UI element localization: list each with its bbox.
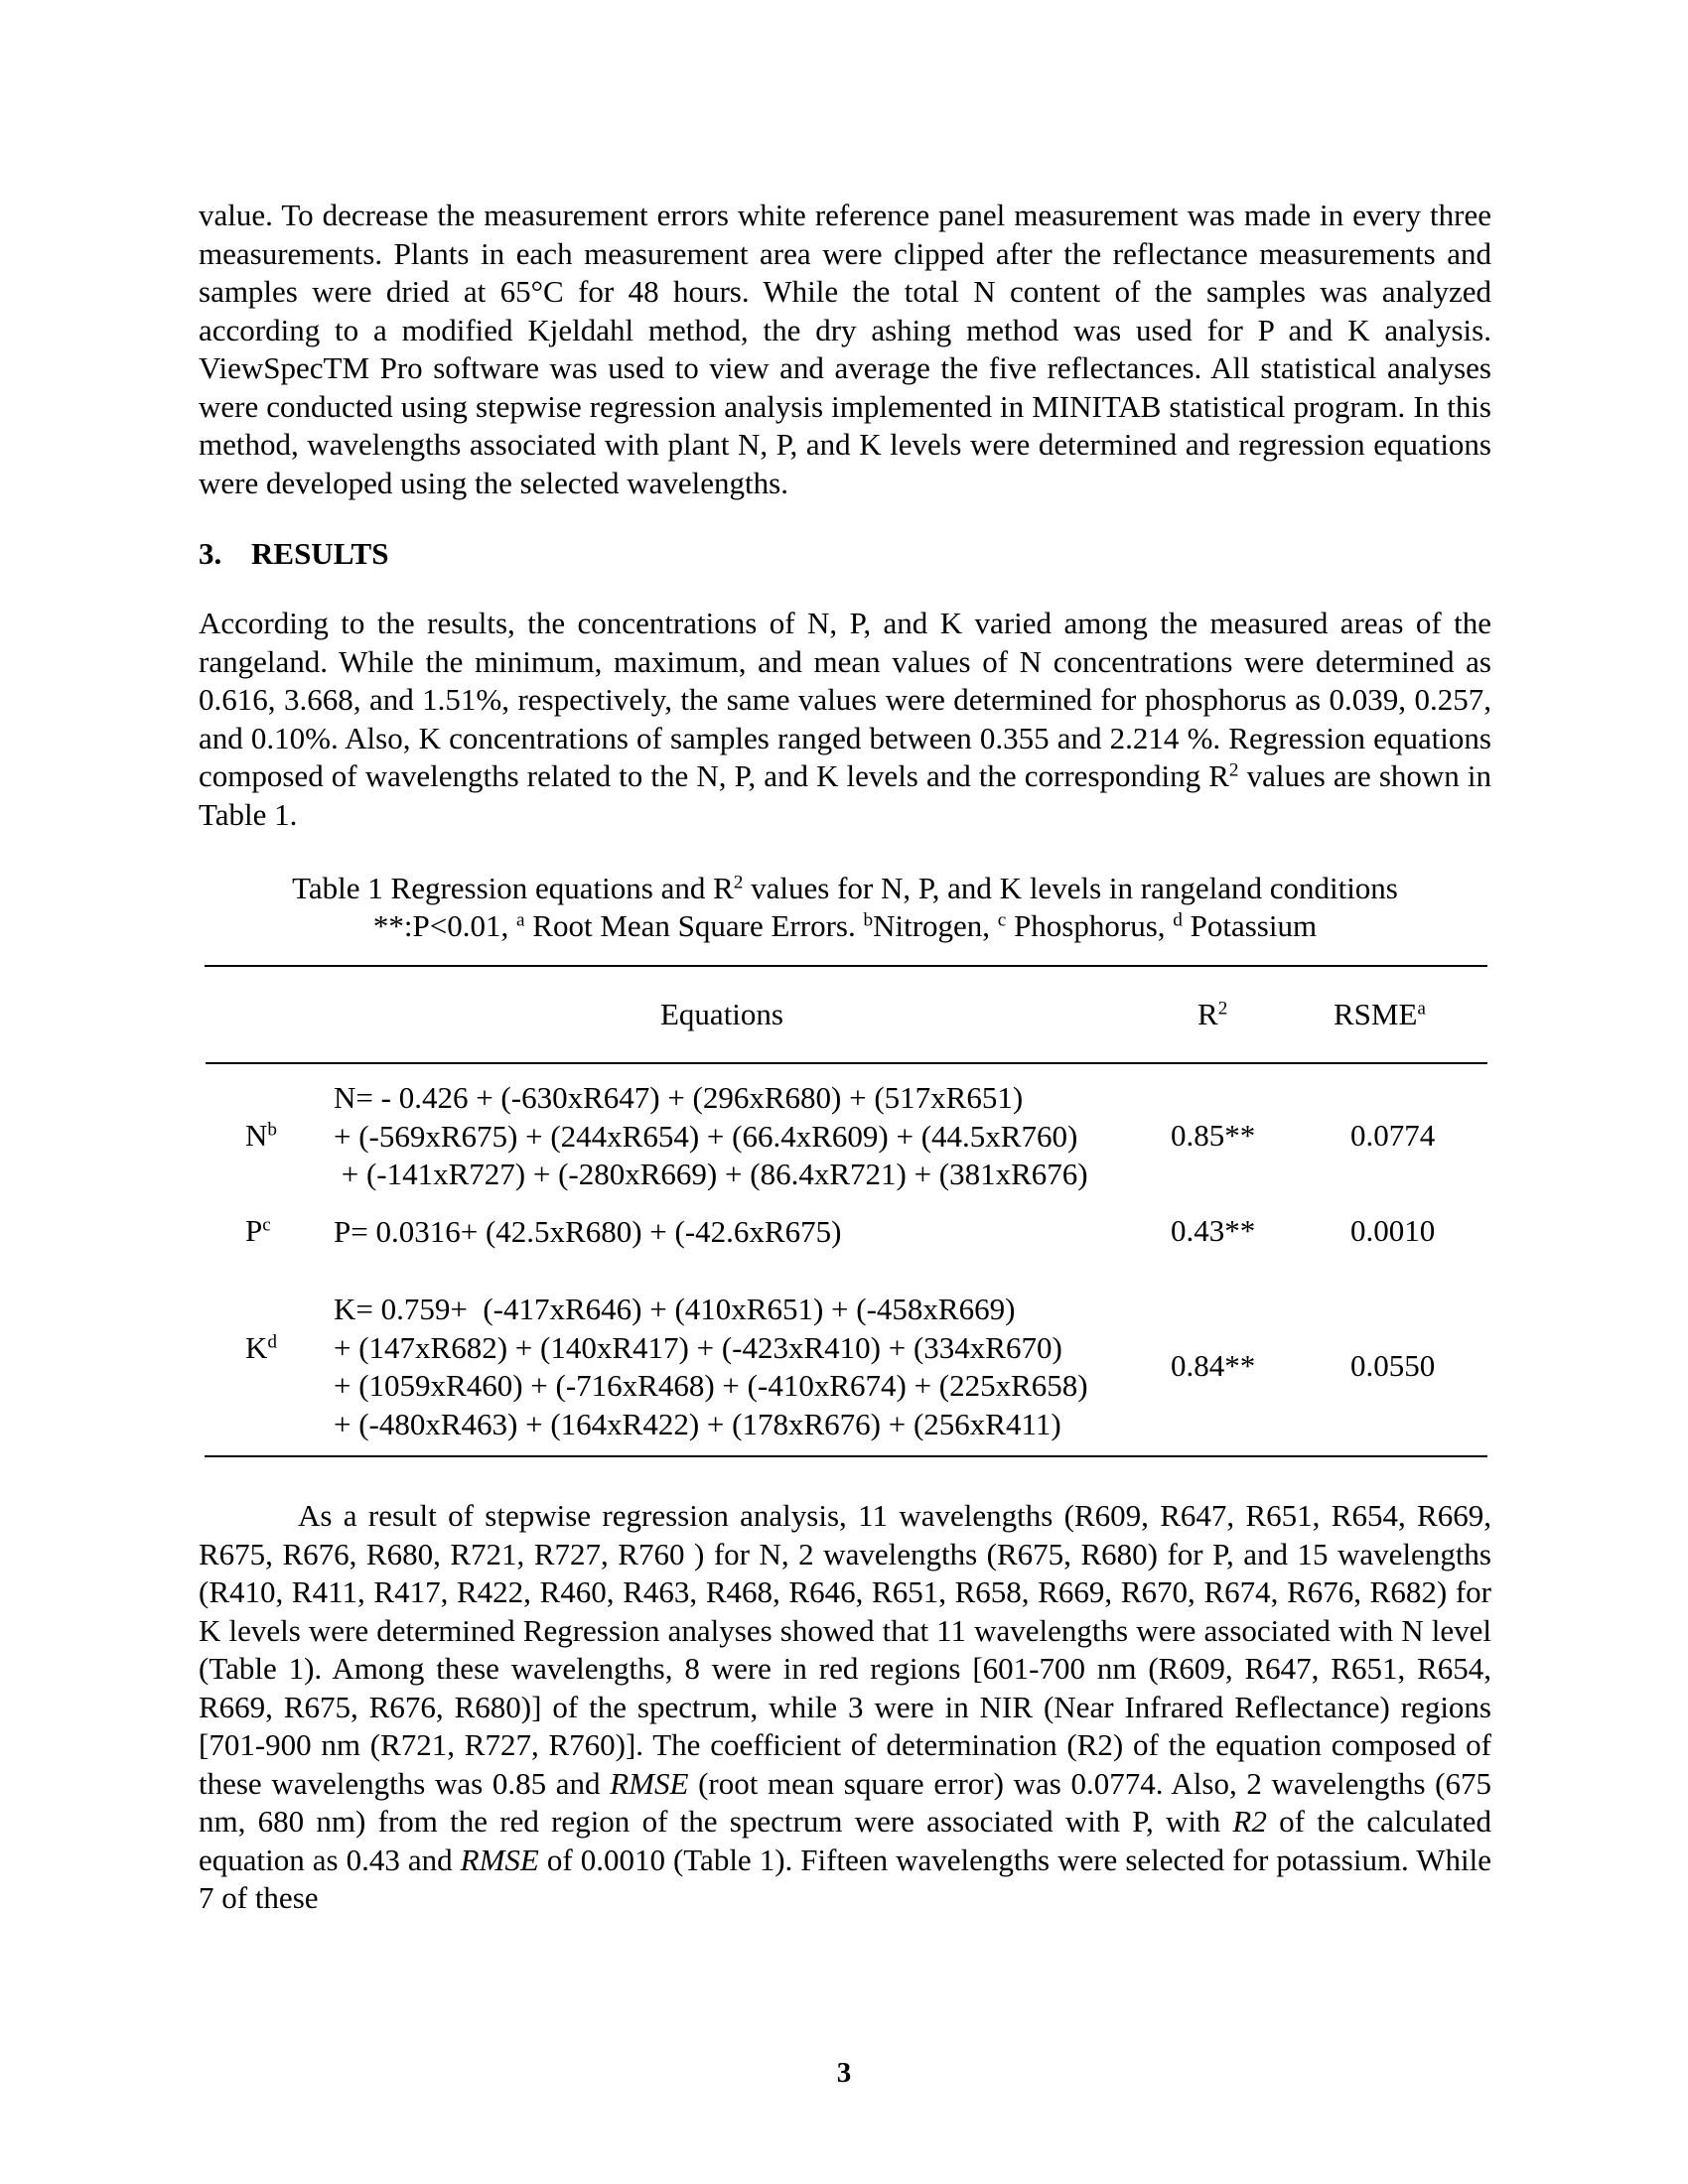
- table-caption: [199, 870, 1491, 945]
- header-equations: Equations: [660, 997, 783, 1031]
- equation-cell: K= 0.759+ (-417xR646) + (410xR651) + (-458xR669) + (147xR682) + (140xR417) + (-423xR410) + (334xR670) + (1059xR460) + (-716xR468) + (-410xR674) + (225xR658) + (-480xR463) + (164xR422) + (178xR676) + (256xR411): [334, 1292, 1088, 1441]
- table-caption-line-2: **:P<0.01, $^a$ Root Mean Square Errors. $^b$Nitrogen, $^c$ Phosphorus, $^d$ Potassium: [372, 908, 1318, 943]
- equation-cell: P= 0.0316+ (42.5xR680) + (-42.6xR675): [334, 1214, 842, 1249]
- table-row-potassium: [199, 1279, 1491, 1455]
- table-header: [199, 967, 1491, 1062]
- table-row-nitrogen: [199, 1064, 1491, 1197]
- regression-table: [199, 965, 1491, 1457]
- discussion-paragraph: As a result of stepwise regression analysis, 11 wavelengths (R609, R647, R651, R654, R669, R675, R676, R680, R721, R727, R760 ) for N, 2 wavelengths (R675, R680) for P, and 15 wavelengths (R410, R411, R417, R422, R460, R463, R468, R646, R651, R658, R669, R670, R674, R676, R682) for K levels were determined Regression analyses showed that 11 wavelengths were associated with N level (Table 1). Among these wavelengths, 8 were in red regions [601-700 nm (R609, R647, R651, R654, R669, R675, R676, R680)] of the spectrum, while 3 were in NIR (Near Infrared Reflectance) regions [701-900 nm (R721, R727, R760)]. The coefficient of determination (R2) of the equation composed of these wavelengths was 0.85 and RMSE (root mean square error) was 0.0774. Also, 2 wavelengths (675 nm, 680 nm) from the red region of the spectrum were associated with P, with R2 of the calculated equation as 0.43 and RMSE of 0.0010 (Table 1). Fifteen wavelengths were selected for potassium. While 7 of these: [199, 1498, 1492, 1915]
- header-r2: $R^2$: [1197, 997, 1228, 1031]
- table-row-phosphorus: [199, 1197, 1491, 1279]
- table-caption-line-1: Table 1 Regression equations and $R^2$ values for N, P, and K levels in rangeland conditions: [292, 871, 1398, 905]
- header-rmse: RSME$^a$: [1334, 997, 1426, 1031]
- equation-cell: N= - 0.426 + (-630xR647) + (296xR680) + (517xR651) + (-569xR675) + (244xR654) + (66.4xR609) + (44.5xR760) + (-141xR727) + (-280xR669) + (86.4xR721) + (381xR676): [334, 1080, 1088, 1191]
- rmse-cell: 0.0550: [1350, 1348, 1436, 1383]
- page-body: [199, 197, 1491, 1918]
- rmse-cell: 0.0774: [1350, 1118, 1436, 1153]
- row-label: $K^d$: [245, 1330, 277, 1365]
- table-bottom-rule: [205, 1455, 1487, 1457]
- row-label: $N^b$: [245, 1118, 277, 1153]
- page-number: 3: [836, 2057, 852, 2089]
- r2-cell: 0.43**: [1171, 1213, 1256, 1248]
- results-paragraph: According to the results, the concentrations of N, P, and K varied among the measured areas of the rangeland. While the minimum, maximum, and mean values of N concentrations were determined as 0.616, 3.668, and 1.51%, respectively, the same values were determined for phosphorus as 0.039, 0.257, and 0.10%. Also, K concentrations of samples ranged between 0.355 and 2.214 %. Regression equations composed of wavelengths related to the N, P, and K levels and the corresponding $R^2$ values are shown in Table 1.: [199, 606, 1491, 832]
- intro-paragraph: value. To decrease the measurement errors white reference panel measurement was made in every three measurements. Plants in each measurement area were clipped after the reflectance measurements and samples were dried at 65°C for 48 hours. While the total N content of the samples was analyzed according to a modified Kjeldahl method, the dry ashing method was used for P and K analysis. ViewSpecTM Pro software was used to view and average the five reflectances. All statistical analyses were conducted using stepwise regression analysis implemented in MINITAB statistical program. In this method, wavelengths associated with plant N, P, and K levels were determined and regression equations were developed using the selected wavelengths.: [199, 198, 1491, 500]
- r2-cell: 0.84**: [1171, 1348, 1256, 1383]
- section-number: 3.: [199, 536, 222, 571]
- rmse-cell: 0.0010: [1350, 1213, 1436, 1248]
- section-title: RESULTS: [251, 536, 389, 571]
- row-label: $P^c$: [245, 1213, 271, 1248]
- section-heading: [199, 535, 1491, 573]
- r2-cell: 0.85**: [1171, 1118, 1256, 1153]
